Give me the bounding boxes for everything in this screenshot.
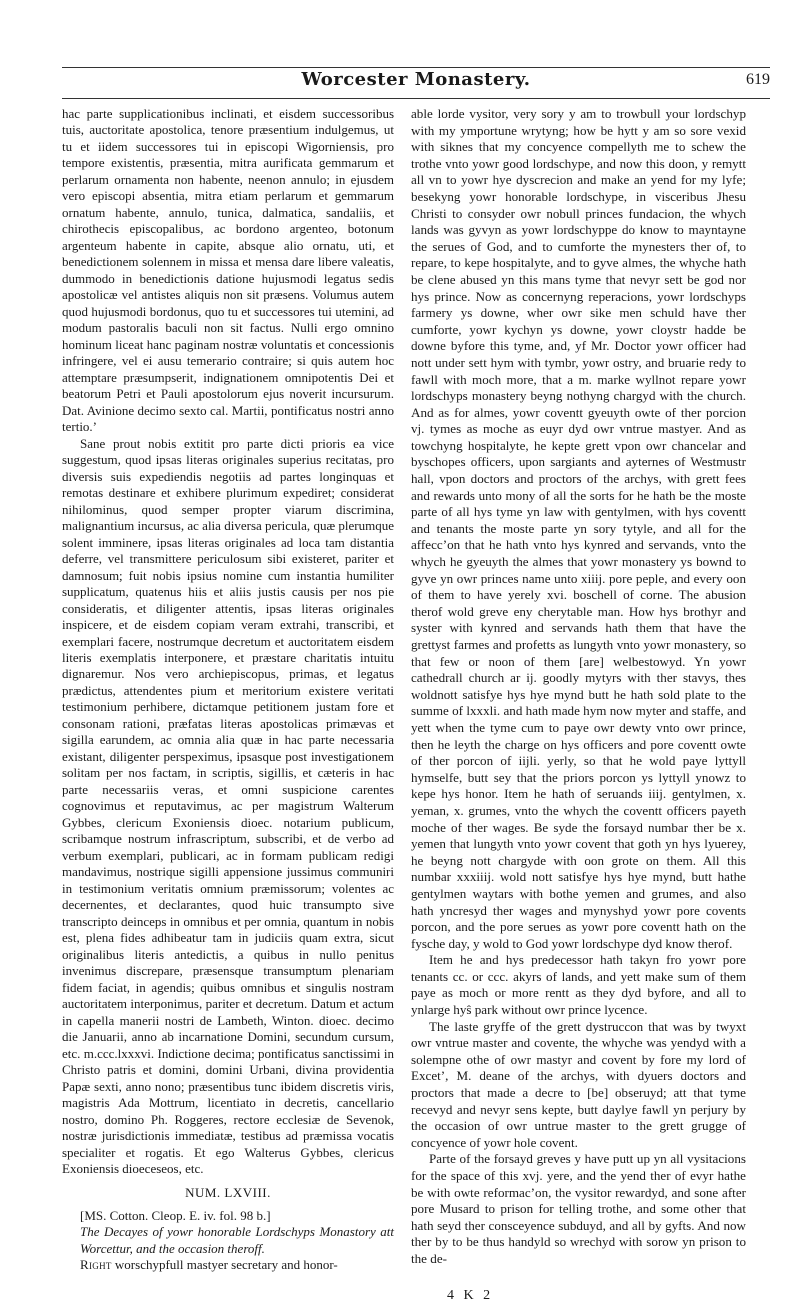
left-paragraph-1: hac parte supplicationibus inclinati, et eisdem successoribus tuis, auctoritate apostolica, tenore præsentium indulgemus, ut tu et iidem successores tui in episcopi Wigorniensis, pro tempore existentis, præsentia, mitra aurificata gemmarum et perlarum ornamenta non habente, neenon annulo; in ejusdem vero episcopi absentia, mitra etiam perlarum et gemmarum ornatum habente, annulo, tunica, dalmatica, sandaliis, et chirothecis episcopalibus, ac bordono argenteo, botonum argenteum habente in capite, absque alio ornatu, uti, et benedictionem solennem in missa et mensa dare libere valeatis, dummodo in benedictionis datione hujusmodi legatus sedis apostolicæ vel antistes aliquis non sit præsens. Volumus autem quod hujusmodi bordonus, quo tu et successores tui utemini, ad modum pastoralis baculi non sit factus. Nulli ergo omnino hominum liceat hanc paginam nostræ voluntatis et concessionis infringere, vel ei ausu temerario contraire; si quis autem hoc attemptare præsumpserit, indignationem omnipotentis Dei et beatorum Petri et Pauli apostolorum ejus noverit incursurum. Dat. Avinione decimo sexto cal. Martii, pontificatus nostri anno tertio.’ — [62, 106, 394, 435]
opening-text: worschypfull mastyer secretary and honor- — [114, 1257, 338, 1273]
document-number-heading: NUM. LXVIII. — [185, 1185, 271, 1201]
right-paragraph-1: able lorde vysitor, very sory y am to trowbull your lordschyp with my ymportune wrytyng; how be hytt y am so sore vexid with siknes that my concyence compellyth me to schew the trothe vnto yowr good lordschype, and now this doon, y remytt all vn to yowr hye dyscrecion and make an yend for my lyfe; besekyng yowr honorable lordschype, in visceribus Jhesu Christi to consyder owr nobull princes fundacion, the whych lands was gyvyn as yowr lordschyppe do know to mayntayne the serues of God, and to cumforte the mynesters ther of, to repare, to kepe hospitalyte, and to gyve almes, the whyche hath be clene abused yn this mans tyme that nevyr sett be god nor hys prince. Now as concernyng reperacions, yowr lordschyps farmery ys downe, wher owr sike men schuld have ther cumforte, yowr kychyn ys downe, yowr cloystr hadde be downe byfore this tyme, and, yf Mr. Doctor yowr officer had nott under sett hym with tymbr, yowr ostry, and bruarie redy to fawll with moch more, that a m. marke wyllnot repare yowr lordschyps monastery beyng nothyng chargyd with the church. And as for almes, yowr coventt gyeuyth owte of ther porcion vj. tymes as moche as euyr dyd owr vntrue mastyer. And as towchyng hospitalyte, he kepte grett vpon owr chancelar and byschopes officers, upon sargiants and ayternes of Westmustr hall, vpon doctors and proctors of the archys, with grett fees and rewards unto mony of all the sorts for he hath be the moste parte of all hys tyme yn law with gentylmen, with hys coventt and tenants the moste parte yn sory tytyle, and all for the affecc’on that he hath vnto hys kynred and servands, vnto the whych he gyeuyth the almes that yowr monastery ys bownd to gyve yn owr princes name unto xiiij. pore peple, and every oon of them to have yerely xvi. boschell of corne. The abusion therof wold greve eny cherytable man. How hys brothyr and syster with kynred and servands hath them that have the grettyst farmes and profetts as lungyth vnto yowr monastery, so that few or noon of them [are] welbestowyd. Yn yowr cathedrall church ar ij. goodly mytyrs with ther stavys, thes woldnott satisfye hys hye mynd butt he hath sold plate to the summe of lxxxli. and hath made hym now myter and staffe, and yett when the tyme cum to paye owr dewty vnto owr prince, then he leyth the charge on hys officers and pore coventt owte of ther porcon of iijli. yerly, so that he wold paye lyttyll hymselfe, butt sey that the priors porcon ys lyttyll ynowz to kepe hys honor. Item he hath of seruands iiij. gentylmen, x. yeman, x. grumes, vnto the whych the coventt officers payeth moche of ther wages. Be syde the forsayd numbar ther be x. yemen that lungyth vnto yowr covent that goth yn hys lyuerey, he beyng nott chargyde with oon grote on them. All this numbar xxxiiij. wold nott satisfye hys hye mynd, butt hathe gentylmen waytars with bothe yemen and grumes, and also hath yncresyd ther wages and mynyshyd yowr pore covents porcon, and the pore serues as yowr pore coventt hath on the fysche day, y wold to God yowr lordschype dyd know therof. — [411, 106, 746, 951]
opening-word: Right — [80, 1257, 112, 1273]
signature-mark: 4 K 2 — [447, 1288, 494, 1303]
document-title: The Decayes of yowr honorable Lordschyps Monastory att Worcettur, and the occasion theroff. — [80, 1224, 394, 1256]
left-column — [62, 106, 394, 1274]
page-number: 619 — [746, 71, 770, 88]
running-title: Worcester Monastery. — [301, 69, 531, 90]
header-bottom-rule — [62, 98, 770, 99]
right-column — [411, 106, 746, 1268]
left-paragraph-2: Sane prout nobis extitit pro parte dicti prioris ea vice suggestum, quod ipsas literas originales superius recitatas, pro diversis suis expediendis negotiis ad partes longinquas et remotas destinare et exhibere plurimum expediret; considerat nihilominus, quod semper propter viarum discrimina, malignantium incursus, ac alia diversa pericula, quæ plerumque solent imminere, ipsas literas originales ad loca tam distantia deferre, vel transmittere periculosum sibi existeret, pariter et damnosum; fuit nobis ipsius nomine cum instantia humiliter supplicatum, quatenus hiis et aliis justis causis per nos pie consideratis, et diligenter attentis, ipsas literas originales inspicere, et de eisdem copiam veram extrahi, transcribi, et exemplari facere, nostrumque decretum et auctoritatem eisdem literis exemplatis interponere, et præstare charitatis intuitu dignaremur. Nos vero archiepiscopus, primas, et legatus prædictus, attendentes pium et meritorium existere veritati testimonium perhibere, dictamque petitionem justam fore et consonam rationi, præfatas literas apostolicas primævas et sigilla earundem, ac omnia alia quæ in hac parte necessaria existant, diligenter perspeximus, ipsasque post investigationem solitam per nos factam, in scriptis, sigillis, et cæteris in hac parte necessariis veras, et omni suspicione carentes cognovimus et reputavimus, ac per magistrum Walterum Gybbes, clericum Exoniensis dioec. notarium publicum, scribamque nostrum infrascriptum, subscribi, et de verbo ad verbum exemplari, publicari, ac in formam publicam redigi mandavimus, nostrique sigilli appensione jussimus communiri in testimonium veritatis omnium præmissorum; volentes ac decernentes, et declarantes, quod huic transumpto sive transcripto deinceps in omnibus et per omnia, quantum in nobis est, plena fides adhibeatur tam in judiciis quam extra, sicut originalibus literis antedictis, a quibus in nullo penitus invenimus discrepare, præsensque transumptum plenariam fidem faciat, in agendis; quibus omnibus et singulis nostram auctoritatem interponimus, pariter et decretum. Datum et actum in capella manerii nostri de Lambeth, Winton. dioec. decimo die Januarii, anno ab incarnatione Domini, secundum cursum, etc. m.ccc.lxxxvi. Indictione decima; pontificatus sanctissimi in Christo patris et domini, domini Urbani, divina providentia Papæ sexti, anno nono; præsentibus tunc ibidem discretis viris, magistris Ada Mottrum, licentiato in decretis, cancellario nostro, domino Ph. Roggeres, rectore ecclesiæ de Sevenok, nostræ jurisdictionis immediatæ, testibus ad præmissa vocatis specialiter et rogatis. Et ego Walterus Gybbes, clericus Exoniensis dioeceseos, etc. — [62, 435, 394, 1176]
manuscript-reference: [MS. Cotton. Cleop. E. iv. fol. 98 b.] — [80, 1207, 271, 1223]
right-paragraph-3: The laste gryffe of the grett dystruccon that was by twyxt owr vntrue master and covente, the whyche was yendyd with a solempne othe of owr mastyr and covent by fore my lord of Excet’, M. deane of the archys, with dyuers doctors and proctors that made a decre to [be] obseruyd; att that tyme recevyd and nevyr sens kepte, butt daylye fawll yn perjury by the occasion of owr untrue master to the grett grugge of concyence of yowr hole covent. — [411, 1018, 746, 1150]
right-paragraph-4: Parte of the forsayd greves y have putt up yn all vysitacions for the space of this xvj. yere, and the yend ther of evyr hathe be with owte reformac’on, the vysitor rewardyd, and sone after pore Musard to prison for telling trothe, and some other that hath seyd ther consceyence subduyd, and all by gyfts. And now ther by to be thus handyld so wrechyd with sorow yn prison to the de- — [411, 1151, 746, 1266]
letter-opening — [62, 1257, 394, 1273]
running-head — [60, 68, 772, 102]
right-paragraph-2: Item he and hys predecessor hath takyn fro yowr pore tenants cc. or ccc. akyrs of lands, and yett make sum of them paye as moch or more rentt as they dyd byfore, and all to ynlarge hyŝ park without owr prince lycence. — [411, 952, 746, 1018]
